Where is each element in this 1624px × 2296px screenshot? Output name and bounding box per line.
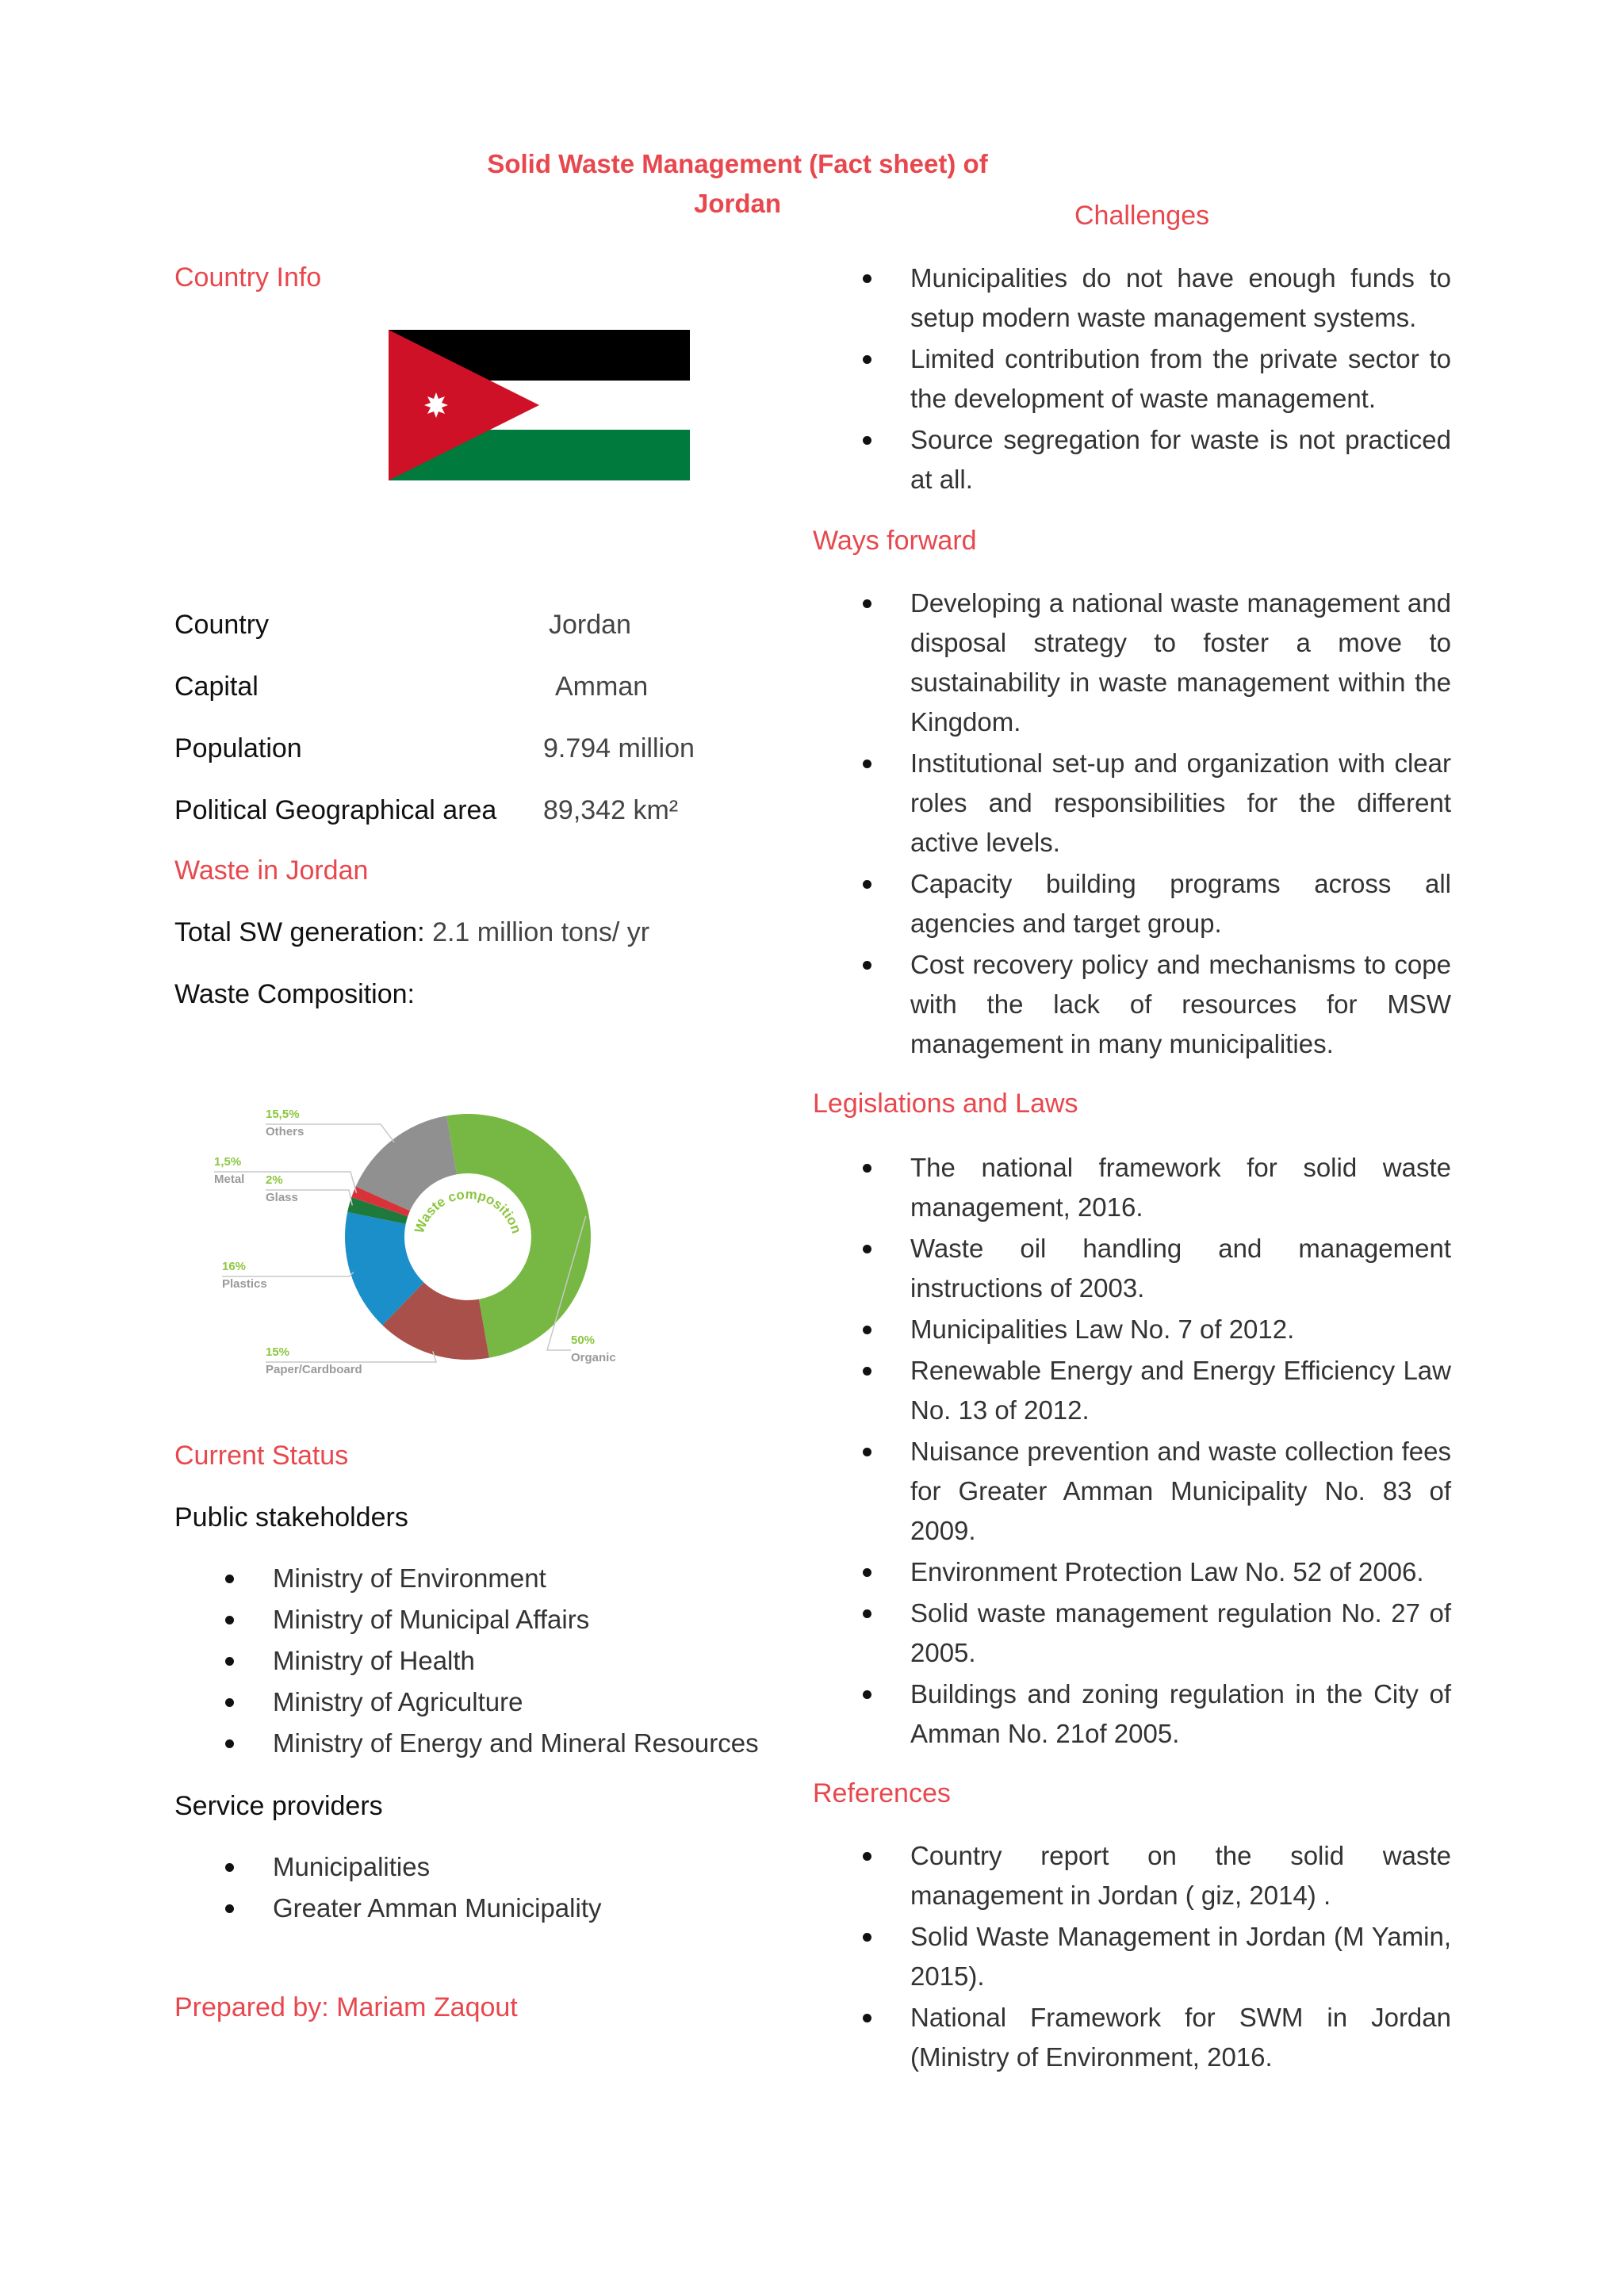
info-value-capital: Amman — [555, 672, 649, 702]
data-label-value: 16% — [222, 1260, 247, 1273]
list-item: Ministry of Municipal Affairs — [273, 1600, 828, 1640]
challenges-list — [910, 258, 1451, 501]
list-item: Buildings and zoning regulation in the City of Amman No. 21of 2005. — [910, 1674, 1451, 1754]
data-label-category: Paper/Cardboard — [266, 1363, 362, 1376]
references-list — [910, 1836, 1451, 2079]
list-item: Source segregation for waste is not practiced at all. — [910, 420, 1451, 499]
data-label-value: 50% — [571, 1334, 596, 1347]
list-item: Greater Amman Municipality — [273, 1888, 828, 1928]
data-label-value: 2% — [266, 1173, 283, 1187]
info-label-country: Country — [174, 610, 270, 640]
composition-label: Waste Composition: — [174, 979, 415, 1009]
bullet-icon — [225, 1657, 234, 1666]
list-item: The national framework for solid waste management, 2016. — [910, 1148, 1451, 1227]
public-stakeholders-heading: Public stakeholders — [174, 1502, 408, 1533]
data-label-category: Plastics — [222, 1277, 267, 1291]
data-label-value: 15% — [266, 1345, 290, 1359]
data-label-value: 15,5% — [266, 1108, 300, 1121]
list-item: Municipalities do not have enough funds to setup modern waste management systems. — [910, 258, 1451, 338]
bullet-icon — [863, 1568, 871, 1577]
ways-forward-list — [910, 584, 1451, 1066]
bullet-icon — [863, 1448, 871, 1456]
laws-heading: Legislations and Laws — [813, 1089, 1078, 1119]
page-title: Solid Waste Management (Fact sheet) of Jordan — [487, 149, 988, 218]
bullet-icon — [863, 355, 871, 364]
ways-forward-heading: Ways forward — [813, 526, 977, 556]
chart-center-label: Waste composition — [411, 1186, 524, 1236]
list-item: Environment Protection Law No. 52 of 2006. — [910, 1552, 1451, 1592]
bullet-icon — [225, 1698, 234, 1707]
info-label-population: Population — [174, 733, 302, 763]
info-label-capital: Capital — [174, 672, 259, 702]
data-label-category: Glass — [266, 1191, 298, 1204]
bullet-icon — [225, 1904, 234, 1913]
public-stakeholders-list — [273, 1559, 828, 1765]
bullet-icon — [863, 961, 871, 970]
waste-composition-chart — [198, 1062, 626, 1395]
list-item: Ministry of Agriculture — [273, 1682, 828, 1722]
bullet-icon — [863, 1164, 871, 1173]
laws-list — [910, 1148, 1451, 1755]
total-generation-label: Total SW generation: — [174, 917, 425, 947]
bullet-icon — [863, 2014, 871, 2022]
country-info-heading: Country Info — [174, 262, 322, 293]
list-item: Waste oil handling and management instructions of 2003. — [910, 1229, 1451, 1308]
list-item: Limited contribution from the private sector to the development of waste management. — [910, 339, 1451, 419]
list-item: National Framework for SWM in Jordan (Ministry of Environment, 2016. — [910, 1998, 1451, 2077]
bullet-icon — [863, 1852, 871, 1861]
info-label-area: Political Geographical area — [174, 795, 497, 825]
list-item: Solid waste management regulation No. 27 of 2005. — [910, 1594, 1451, 1673]
list-item: Cost recovery policy and mechanisms to cope with the lack of resources for MSW management in many municipalities. — [910, 945, 1451, 1064]
list-item: Nuisance prevention and waste collection fees for Greater Amman Municipality No. 83 of 2009. — [910, 1432, 1451, 1551]
jordan-flag-icon — [389, 330, 690, 480]
waste-heading: Waste in Jordan — [174, 855, 369, 886]
bullet-icon — [863, 436, 871, 445]
bullet-icon — [863, 1690, 871, 1699]
bullet-icon — [863, 880, 871, 889]
bullet-icon — [225, 1863, 234, 1872]
list-item: Municipalities Law No. 7 of 2012. — [910, 1310, 1451, 1349]
references-heading: References — [813, 1778, 951, 1808]
list-item: Ministry of Environment — [273, 1559, 828, 1598]
data-label-category: Metal — [214, 1173, 245, 1186]
list-item: Renewable Energy and Energy Efficiency Law No. 13 of 2012. — [910, 1351, 1451, 1430]
list-item: Municipalities — [273, 1847, 828, 1887]
leader-line — [266, 1351, 436, 1362]
data-label-value: 1,5% — [214, 1155, 242, 1169]
bullet-icon — [225, 1616, 234, 1624]
prepared-by: Prepared by: Mariam Zaqout — [174, 1992, 518, 2022]
bullet-icon — [863, 1609, 871, 1618]
bullet-icon — [863, 274, 871, 283]
total-generation-value: 2.1 million tons/ yr — [424, 917, 650, 947]
list-item: Developing a national waste management and disposal strategy to foster a move to sustainability in waste management within the Kingdom. — [910, 584, 1451, 742]
total-generation — [174, 916, 649, 948]
info-value-country: Jordan — [549, 610, 631, 640]
list-item: Country report on the solid waste management in Jordan ( giz, 2014) . — [910, 1836, 1451, 1915]
list-item: Ministry of Health — [273, 1641, 828, 1681]
bullet-icon — [863, 1367, 871, 1376]
list-item: Capacity building programs across all agencies and target group. — [910, 864, 1451, 943]
bullet-icon — [225, 1739, 234, 1748]
bullet-icon — [863, 760, 871, 768]
bullet-icon — [863, 1326, 871, 1334]
service-providers-heading: Service providers — [174, 1791, 383, 1821]
bullet-icon — [863, 1245, 871, 1253]
list-item: Institutional set-up and organization with clear roles and responsibilities for the different active levels. — [910, 744, 1451, 863]
service-providers-list — [273, 1847, 828, 1930]
current-status-heading: Current Status — [174, 1441, 349, 1471]
challenges-heading: Challenges — [1074, 201, 1210, 231]
data-label-category: Others — [266, 1125, 304, 1138]
bullet-icon — [225, 1575, 234, 1583]
bullet-icon — [863, 1933, 871, 1942]
data-label-category: Organic — [571, 1351, 616, 1364]
list-item: Solid Waste Management in Jordan (M Yamin, 2015). — [910, 1917, 1451, 1996]
info-value-area: 89,342 km² — [543, 795, 679, 825]
info-value-population: 9.794 million — [543, 733, 695, 763]
bullet-icon — [863, 599, 871, 608]
list-item: Ministry of Energy and Mineral Resources — [273, 1724, 828, 1763]
